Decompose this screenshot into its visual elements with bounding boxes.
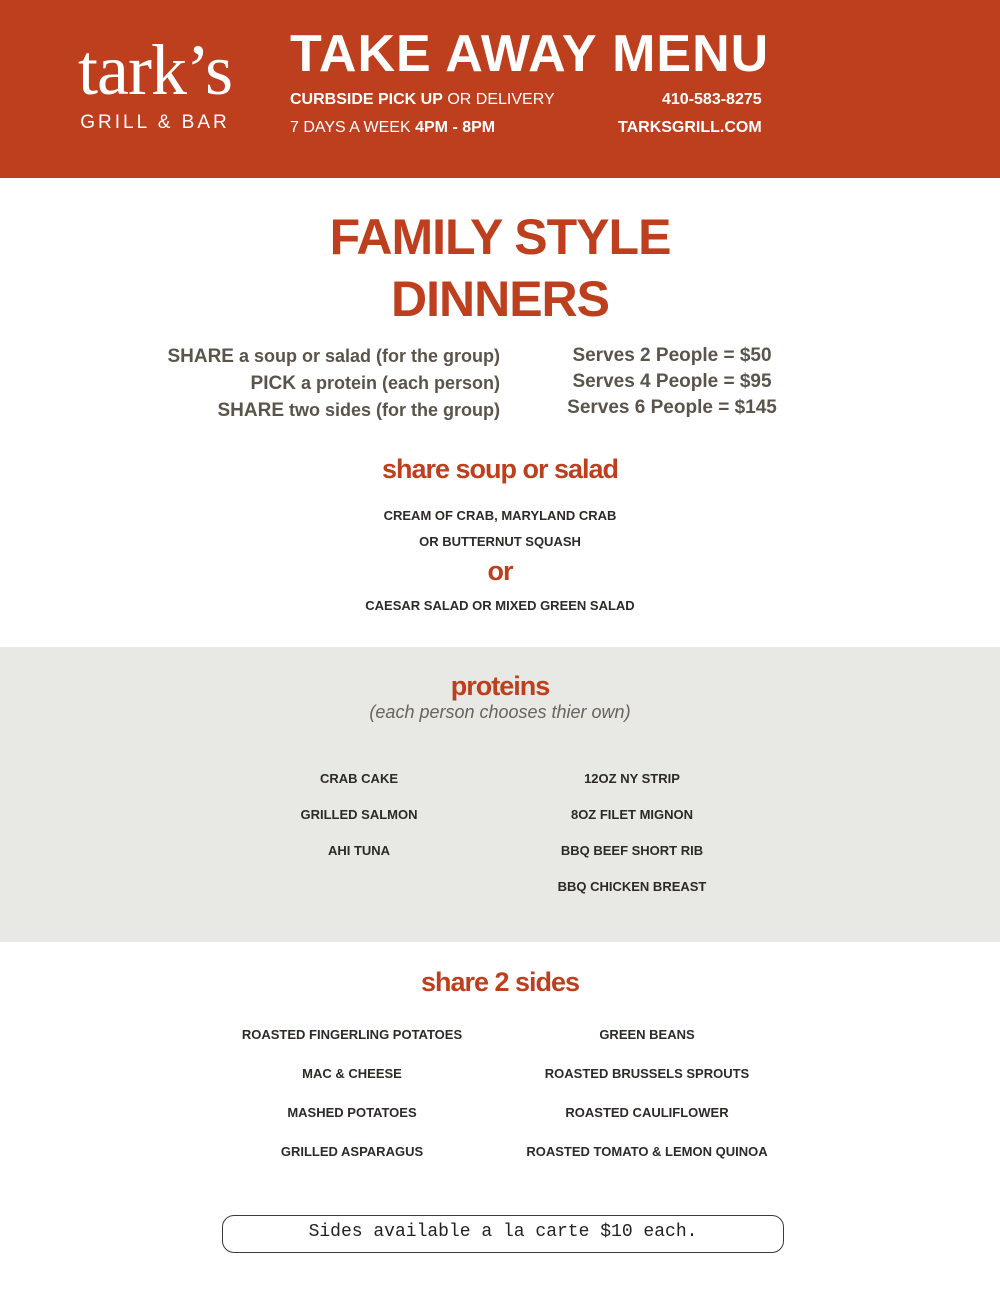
or-divider: or [487,556,513,586]
side-item: GRILLED ASPARAGUS [280,1144,424,1159]
header-banner [0,0,1000,178]
price-item: Serves 4 People = $95 [572,371,772,392]
side-item: GREEN BEANS [599,1027,695,1042]
side-item: ROASTED CAULIFLOWER [565,1105,729,1120]
hours-bold: 4PM - 8PM [415,119,496,136]
pickup-rest: OR DELIVERY [442,91,555,108]
rule-text: two sides (for the group) [284,400,500,420]
rule-keyword: SHARE [217,400,284,421]
protein-item: 8OZ FILET MIGNON [570,807,694,822]
soup-options-line-1: CREAM OF CRAB, MARYLAND CRAB [383,508,617,523]
page-title [0,206,1000,330]
pickup-bold: CURBSIDE PICK UP [290,91,443,108]
rule-keyword: PICK [250,373,296,394]
rule-item [0,370,500,397]
soup-options-line-2: OR BUTTERNUT SQUASH [419,534,581,549]
hours-rest: 7 DAYS A WEEK [290,119,416,136]
rule-item [0,397,500,424]
soup-salad-title: share soup or salad [381,454,619,484]
rule-text: a soup or salad (for the group) [233,346,500,366]
rule-text: a protein (each person) [295,373,500,393]
protein-item: CRAB CAKE [320,771,398,786]
website: TARKSGRILL.COM [618,119,762,136]
rule-keyword: SHARE [167,346,234,367]
salad-options: CAESAR SALAD OR MIXED GREEN SALAD [365,598,635,613]
protein-item: BBQ BEEF SHORT RIB [560,843,704,858]
logo [40,30,270,134]
price-item: Serves 6 People = $145 [567,397,777,418]
side-item: ROASTED BRUSSELS SPROUTS [544,1066,750,1081]
rules-list [0,343,500,424]
side-item: MASHED POTATOES [287,1105,417,1120]
a-la-carte-note: Sides available a la carte $10 each. [222,1215,784,1253]
phone-number: 410-583-8275 [662,91,762,108]
hours-line [290,119,495,137]
proteins-note: (each person chooses thier own) [369,702,631,722]
price-list [560,343,784,421]
protein-item: AHI TUNA [327,843,391,858]
page-title-line-1: FAMILY STYLE [329,209,671,265]
sides-title: share 2 sides [420,967,580,997]
side-item: ROASTED TOMATO & LEMON QUINOA [526,1144,768,1159]
logo-subtitle: GRILL & BAR [80,112,230,133]
protein-item: 12OZ NY STRIP [584,771,680,786]
logo-name: tark’s [78,30,232,110]
rule-item [0,343,500,370]
protein-item: BBQ CHICKEN BREAST [557,879,707,894]
price-item: Serves 2 People = $50 [572,345,772,366]
side-item: ROASTED FINGERLING POTATOES [241,1027,463,1042]
menu-title: TAKE AWAY MENU [290,25,770,83]
proteins-title: proteins [450,671,550,701]
pickup-line [290,91,555,109]
page-title-line-2: DINNERS [390,271,610,327]
protein-item: GRILLED SALMON [300,807,418,822]
side-item: MAC & CHEESE [302,1066,402,1081]
